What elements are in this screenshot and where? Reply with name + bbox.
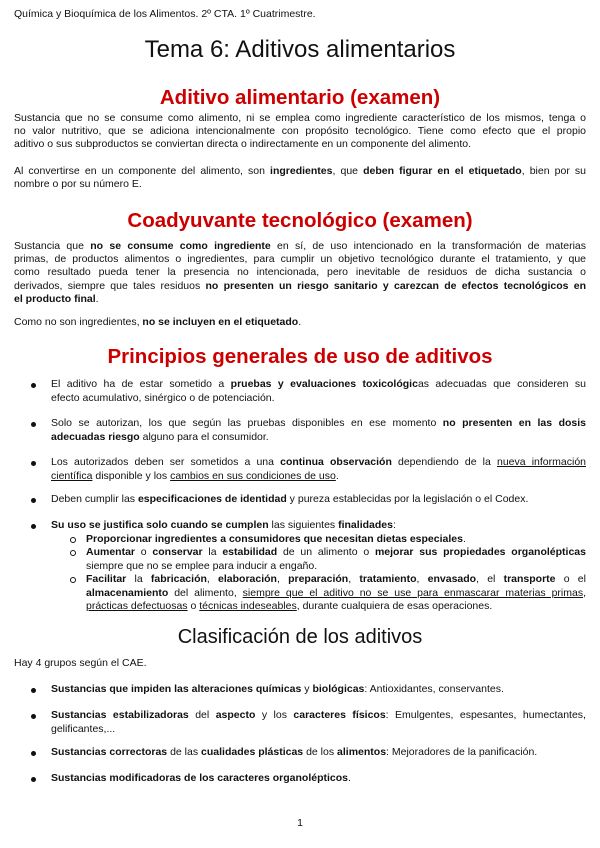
bullet-icon bbox=[31, 498, 36, 503]
list-item: El aditivo ha de estar sometido a pruebas y evaluaciones toxicológicas adecuadas que consideren su efecto acumulativo, sinérgico o de potenciación. bbox=[14, 378, 586, 405]
list-item: Su uso se justifica solo cuando se cumplen las siguientes finalidades: Proporcionar ingredientes a consumidores que necesitan dietas especiales. Aumentar o conservar la estabilidad de un alimento o mejorar sus propiedades organolépticas siempre que no se emplee para inducir a engaño. Facilitar la fabricación, elaboración, preparación, tratamiento, envasado, el transporte o el almacenamiento del alimento, siempre que el aditivo no se use para enmascarar materias primas, prácticas defectuosas o técnicas indeseables, durante cualquiera de esas operaciones. bbox=[14, 519, 586, 614]
bullet-icon bbox=[31, 422, 36, 427]
bullet-icon bbox=[31, 383, 36, 388]
list-item: Los autorizados deben ser sometidos a una continua observación dependiendo de la nueva información científica disponible y los cambios en sus condiciones de uso. bbox=[14, 456, 586, 483]
heading-clasificacion: Clasificación de los aditivos bbox=[177, 626, 423, 648]
hollow-bullet-icon bbox=[70, 550, 76, 556]
bullet-icon bbox=[31, 688, 36, 693]
bullet-icon bbox=[31, 777, 36, 782]
document-page bbox=[14, 0, 586, 848]
list-item: Solo se autorizan, los que según las pruebas disponibles en ese momento no presenten en las dosis adecuadas riesgo alguno para el consumidor. bbox=[14, 417, 586, 444]
list-item: Sustancias estabilizadoras del aspecto y los caracteres físicos: Emulgentes, espesantes, humectantes, gelificantes,... bbox=[14, 709, 586, 736]
hollow-bullet-icon bbox=[70, 537, 76, 543]
running-header: Química y Bioquímica de los Alimentos. 2º CTA. 1º Cuatrimestre. bbox=[14, 8, 316, 20]
coadyuvante-etiquetado-note: Como no son ingredientes, no se incluyen en el etiquetado. bbox=[14, 316, 302, 328]
heading-aditivo-alimentario: Aditivo alimentario (examen) bbox=[159, 86, 441, 109]
bullet-icon bbox=[31, 751, 36, 756]
sub-list-item: Aumentar o conservar la estabilidad de un alimento o mejorar sus propiedades organolépticas siempre que no se emplee para inducir a engaño. bbox=[86, 546, 586, 573]
list-item: Sustancias modificadoras de los caracteres organolépticos. bbox=[14, 772, 586, 786]
heading-coadyuvante: Coadyuvante tecnológico (examen) bbox=[127, 209, 473, 232]
bullet-icon bbox=[31, 461, 36, 466]
page-title: Tema 6: Aditivos alimentarios bbox=[144, 36, 456, 63]
list-item: Deben cumplir las especificaciones de identidad y pureza establecidas por la legislación o el Codex. bbox=[14, 493, 586, 507]
bullet-icon bbox=[31, 714, 36, 719]
bullet-icon bbox=[31, 524, 36, 529]
clasificacion-intro: Hay 4 grupos según el CAE. bbox=[14, 657, 147, 669]
heading-principios: Principios generales de uso de aditivos bbox=[107, 345, 493, 368]
aditivo-definition: Sustancia que no se consume como alimento, ni se emplea como ingrediente característico de los mismos, tenga o no valor nutritivo, que se adiciona intencionalmente con propósito tecnológico. Tiene como efecto que el propio aditivo o sus subproductos se conviertan directa o indirectamente en un componente del alimento. bbox=[14, 112, 586, 151]
list-item: Sustancias correctoras de las cualidades plásticas de los alimentos: Mejoradores de la panificación. bbox=[14, 746, 586, 760]
hollow-bullet-icon bbox=[70, 577, 76, 583]
list-item: Sustancias que impiden las alteraciones químicas y biológicas: Antioxidantes, conservantes. bbox=[14, 683, 586, 697]
coadyuvante-definition: Sustancia que no se consume como ingrediente en sí, de uso intencionado en la transformación de materias primas, de productos alimentos o ingredientes, para cumplir un objetivo tecnológico durante el tratamiento, y que como resultado pueda tener la presencia no intencionada, pero inevitable de residuos de dicha sustancia o derivados, siempre que tales residuos no presenten un riesgo sanitario y carezcan de efectos tecnológicos en el producto final. bbox=[14, 240, 587, 305]
aditivo-etiquetado-note: Al convertirse en un componente del alimento, son ingredientes, que deben figurar en el etiquetado, bien por su nombre o por su número E. bbox=[14, 165, 586, 191]
page-number: 1 bbox=[297, 817, 303, 829]
sub-list-item: Proporcionar ingredientes a consumidores que necesitan dietas especiales. bbox=[86, 533, 586, 547]
sub-list-item: Facilitar la fabricación, elaboración, preparación, tratamiento, envasado, el transporte o el almacenamiento del alimento, siempre que el aditivo no se use para enmascarar materias primas, prácticas defectuosas o técnicas indeseables, durante cualquiera de esas operaciones. bbox=[86, 573, 586, 614]
